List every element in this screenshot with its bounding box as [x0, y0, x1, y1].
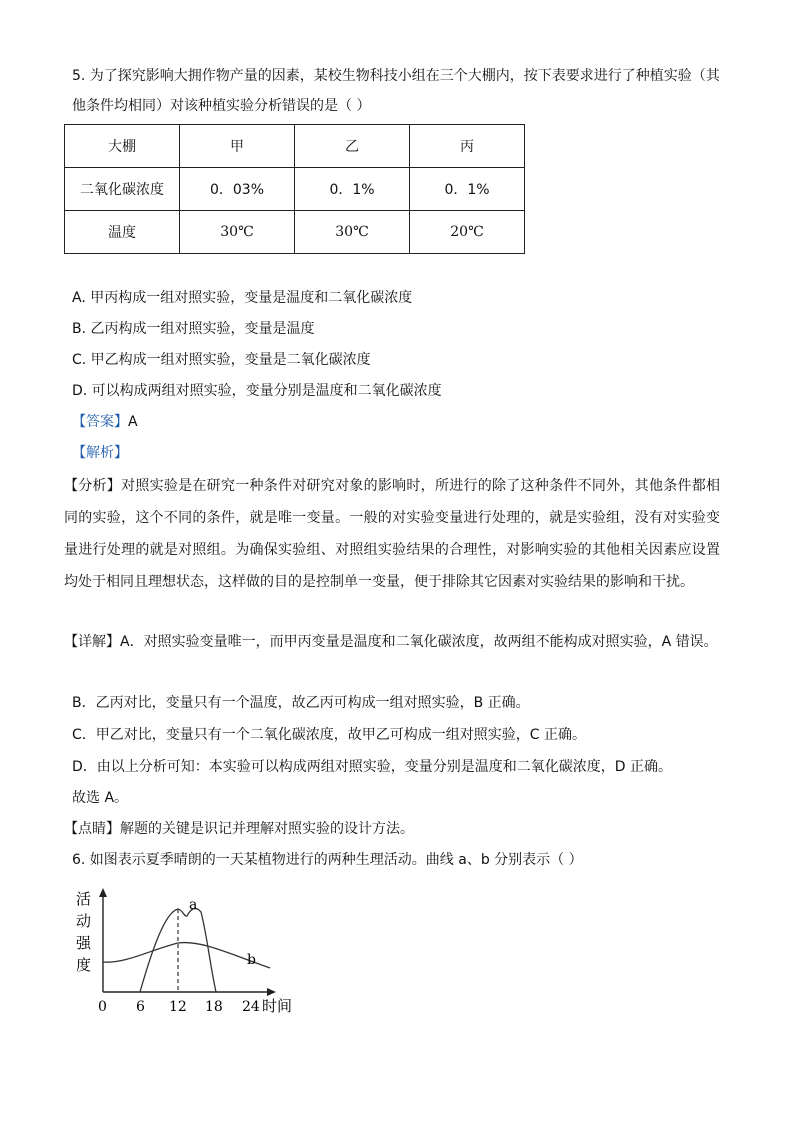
- detail-b: B．乙丙对比，变量只有一个温度，故乙丙可构成一组对照实验，B 正确。: [72, 695, 530, 711]
- table-header-cell: 丙: [410, 125, 525, 168]
- analysis-label: 【解析】: [72, 445, 128, 461]
- option-d: D. 可以构成两组对照实验，变量分别是温度和二氧化碳浓度: [72, 383, 442, 399]
- dianjing-text: 解题的关键是识记并理解对照实验的设计方法。: [120, 821, 414, 837]
- detail-d: D．由以上分析可知：本实验可以构成两组对照实验，变量分别是温度和二氧化碳浓度，D 正确。: [72, 759, 673, 775]
- table-cell: 0．1%: [295, 168, 410, 211]
- table-cell: 30℃: [180, 211, 295, 254]
- table-header-row: [65, 125, 525, 168]
- y-label-char: 动: [76, 912, 92, 930]
- experiment-table: [64, 124, 525, 254]
- curve-a-label: a: [189, 897, 198, 913]
- table-cell: 0．03%: [180, 168, 295, 211]
- curve-b-label: b: [247, 952, 256, 968]
- table-header-cell: 甲: [180, 125, 295, 168]
- fenxi-tag: 【分析】: [64, 478, 122, 494]
- q5-stem-line1: 5. 为了探究影响大拥作物产量的因素，某校生物科技小组在三个大棚内，按下表要求进行了种植实验（其: [72, 68, 720, 84]
- detail-c: C．甲乙对比，变量只有一个二氧化碳浓度，故甲乙可构成一组对照实验，C 正确。: [72, 727, 586, 743]
- table-cell: 30℃: [295, 211, 410, 254]
- table-row: [65, 211, 525, 254]
- y-label-char: 强: [76, 934, 92, 952]
- dianjing-tag: 【点睛】: [64, 821, 120, 837]
- table-header-cell: 大棚: [65, 125, 180, 168]
- option-b: B. 乙丙构成一组对照实验，变量是温度: [72, 321, 315, 337]
- x-tick-label: 0: [98, 999, 107, 1015]
- option-a: A. 甲丙构成一组对照实验，变量是温度和二氧化碳浓度: [72, 290, 413, 306]
- xiangjie-text: A．对照实验变量唯一，而甲丙变量是温度和二氧化碳浓度，故两组不能构成对照实验，A 错误。: [120, 634, 718, 650]
- answer-line: [72, 412, 138, 432]
- x-axis-label: 时间: [262, 997, 293, 1015]
- table-cell: 二氧化碳浓度: [65, 168, 180, 211]
- table-cell: 0．1%: [410, 168, 525, 211]
- xiangjie-tag: 【详解】: [64, 634, 120, 650]
- analysis-paragraph: [64, 470, 720, 598]
- table-cell: 温度: [65, 211, 180, 254]
- option-c: C. 甲乙构成一组对照实验，变量是二氧化碳浓度: [72, 352, 371, 368]
- x-tick-label: 12: [169, 999, 187, 1015]
- table-row: [65, 168, 525, 211]
- table-header-cell: 乙: [295, 125, 410, 168]
- activity-figure: [70, 880, 330, 1020]
- q5-stem-line2: 他条件均相同）对该种植实验分析错误的是（ ）: [72, 98, 371, 114]
- detail-a: [64, 632, 718, 652]
- fenxi-text: 对照实验是在研究一种条件对研究对象的影响时，所进行的除了这种条件不同外，其他条件都相同的实验，这个不同的条件，就是唯一变量。一般的对实验变量进行处理的，就是实验组，没有对实验变量进行处理的就是对照组。为确保实验组、对照组实验结果的合理性，对影响实验的其他相关因素应设置均处于相同且理想状态，这样做的目的是控制单一变量，便于排除其它因素对实验结果的影响和干扰。: [64, 478, 721, 590]
- answer-tag: 【答案】: [72, 414, 128, 430]
- x-tick-label: 24: [242, 999, 260, 1015]
- analysis-tag: [72, 443, 128, 463]
- q6-stem: 6. 如图表示夏季晴朗的一天某植物进行的两种生理活动。曲线 a、b 分别表示（ ）: [72, 852, 583, 868]
- x-axis-arrow: [267, 988, 276, 996]
- x-tick-label: 6: [136, 999, 145, 1015]
- dianjing-line: [64, 819, 414, 839]
- choose-line: 故选 A。: [72, 790, 129, 806]
- table-cell: 20℃: [410, 211, 525, 254]
- x-tick-label: 18: [205, 999, 223, 1015]
- y-label-char: 度: [76, 956, 92, 974]
- answer-value: A: [128, 414, 138, 430]
- curve-b: [103, 943, 270, 968]
- y-label-char: 活: [76, 890, 92, 908]
- y-axis-arrow: [99, 888, 107, 897]
